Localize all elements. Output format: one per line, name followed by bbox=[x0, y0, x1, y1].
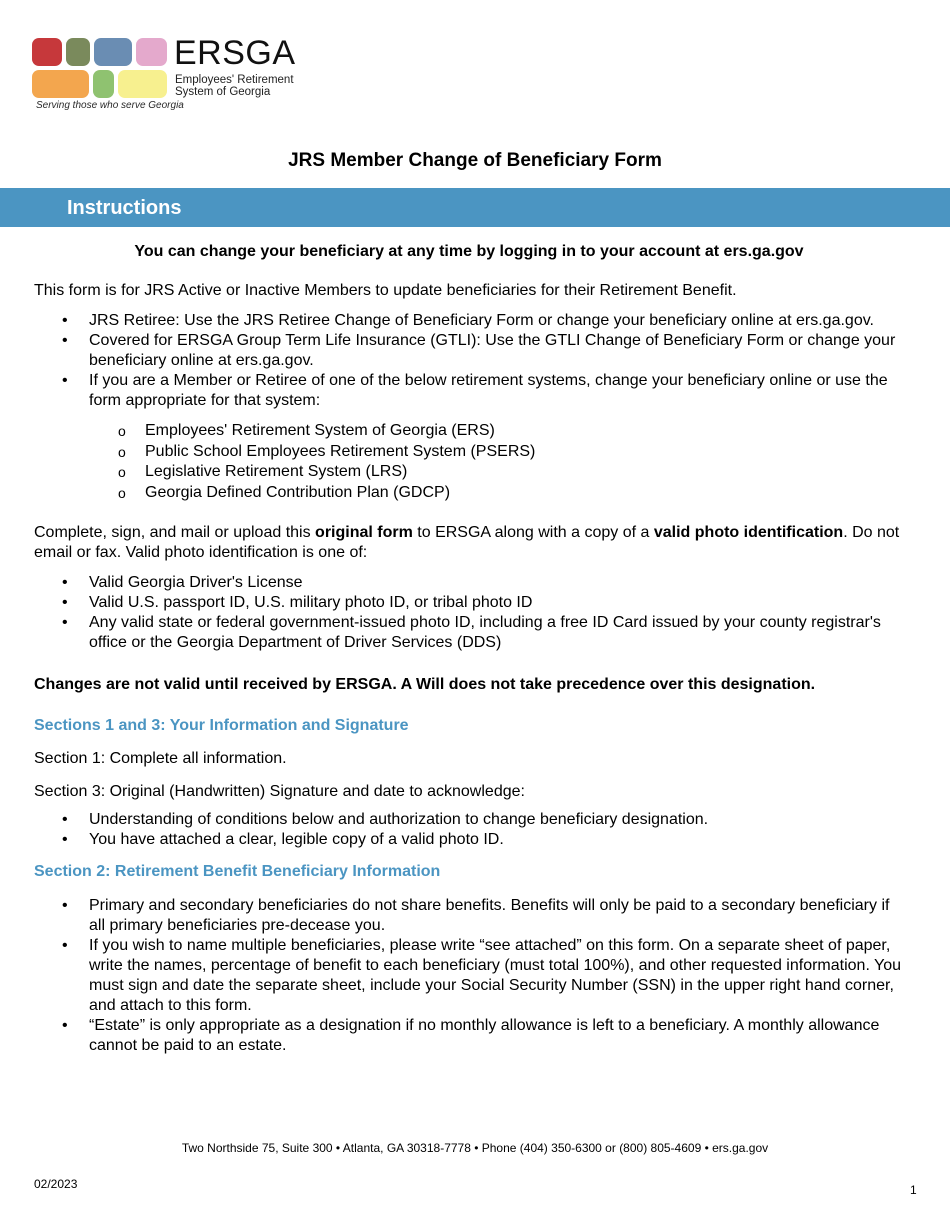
section-2-heading: Section 2: Retirement Benefit Beneficiary Information bbox=[34, 863, 441, 880]
page-title: JRS Member Change of Beneficiary Form bbox=[288, 150, 662, 171]
list-item: o Georgia Defined Contribution Plan (GDCP) bbox=[34, 483, 904, 504]
logo-subtitle-line2: System of Georgia bbox=[175, 86, 271, 98]
list-item: • You have attached a clear, legible copy of a valid photo ID. bbox=[34, 830, 904, 850]
instructions-bar bbox=[0, 188, 950, 227]
logo-block-olive bbox=[66, 38, 90, 66]
instructions-heading: Instructions bbox=[67, 197, 182, 219]
section-2-list bbox=[34, 896, 904, 1056]
instructions-content bbox=[34, 242, 904, 1056]
list-item: • Valid Georgia Driver's License bbox=[34, 573, 904, 593]
mail-text-2: to ERSGA along with a copy of a bbox=[412, 524, 654, 541]
section-1-3-heading: Sections 1 and 3: Your Information and Signature bbox=[34, 717, 409, 734]
list-item: • “Estate” is only appropriate as a designation if no monthly allowance is left to a beneficiary. A monthly allowance cannot be paid to an estate. bbox=[34, 1016, 904, 1056]
list-item: • If you are a Member or Retiree of one of the below retirement systems, change your beneficiary online or use the form appropriate for that system: bbox=[34, 371, 904, 411]
logo-block-orange bbox=[32, 70, 89, 98]
list-item: • JRS Retiree: Use the JRS Retiree Change of Beneficiary Form or change your beneficiary online at ers.ga.gov. bbox=[34, 311, 904, 331]
photo-id-list bbox=[34, 573, 904, 653]
logo-block-green bbox=[93, 70, 114, 98]
section-3-list bbox=[34, 810, 904, 850]
list-item: • Understanding of conditions below and authorization to change beneficiary designation. bbox=[34, 810, 904, 830]
list-item: o Legislative Retirement System (LRS) bbox=[34, 462, 904, 483]
intro-bullet-list bbox=[34, 311, 904, 411]
mail-bold-original-form: original form bbox=[315, 524, 413, 541]
mail-text-3: . Do not email or fax. Valid photo identification is one of: bbox=[34, 524, 900, 561]
logo-subtitle-line1: Employees' Retirement bbox=[175, 74, 294, 86]
list-item: • If you wish to name multiple beneficiaries, please write “see attached” on this form. On a separate sheet of paper, write the names, percentage of benefit to each beneficiary (must total 100%), and other requested information. You must sign and date the separate sheet, include your Social Security Number (SSN) in the upper right hand corner, and attach to this form. bbox=[34, 936, 904, 1016]
list-item: o Employees' Retirement System of Georgia (ERS) bbox=[34, 421, 904, 442]
logo-subtitle bbox=[175, 74, 294, 98]
list-item: • Valid U.S. passport ID, U.S. military photo ID, or tribal photo ID bbox=[34, 593, 904, 613]
ersga-logo bbox=[32, 36, 302, 114]
logo-block-red bbox=[32, 38, 62, 66]
footer-date: 02/2023 bbox=[34, 1177, 78, 1191]
logo-block-yellow bbox=[118, 70, 167, 98]
logo-wordmark: ERSGA bbox=[174, 34, 296, 72]
list-item: o Public School Employees Retirement System (PSERS) bbox=[34, 442, 904, 463]
section-1-line: Section 1: Complete all information. bbox=[34, 750, 287, 767]
lead-text: You can change your beneficiary at any time by logging in to your account at ers.ga.gov bbox=[134, 243, 804, 260]
intro-text: This form is for JRS Active or Inactive Members to update beneficiaries for their Retirement Benefit. bbox=[34, 282, 737, 299]
mail-instructions bbox=[34, 523, 904, 563]
systems-list bbox=[34, 421, 904, 503]
footer-address: Two Northside 75, Suite 300 • Atlanta, GA 30318-7778 • Phone (404) 350-6300 or (800) 805-4609 • ers.ga.gov bbox=[181, 1141, 769, 1155]
list-item: • Covered for ERSGA Group Term Life Insurance (GTLI): Use the GTLI Change of Beneficiary Form or change your beneficiary online at ers.ga.gov. bbox=[34, 331, 904, 371]
section-3-line: Section 3: Original (Handwritten) Signature and date to acknowledge: bbox=[34, 783, 525, 800]
list-item: • Any valid state or federal government-issued photo ID, including a free ID Card issued by your county registrar's office or the Georgia Department of Driver Services (DDS) bbox=[34, 613, 904, 653]
mail-bold-photo-id: valid photo identification bbox=[653, 524, 844, 541]
page-number: 1 bbox=[910, 1183, 917, 1197]
validity-warning: Changes are not valid until received by ERSGA. A Will does not take precedence over this designation. bbox=[34, 676, 816, 693]
logo-tagline: Serving those who serve Georgia bbox=[36, 100, 184, 111]
list-item: • Primary and secondary beneficiaries do not share benefits. Benefits will only be paid to a secondary beneficiary if all primary beneficiaries pre-decease you. bbox=[34, 896, 904, 936]
logo-block-pink bbox=[136, 38, 167, 66]
mail-text-1: Complete, sign, and mail or upload this bbox=[34, 524, 316, 541]
logo-block-blue bbox=[94, 38, 132, 66]
